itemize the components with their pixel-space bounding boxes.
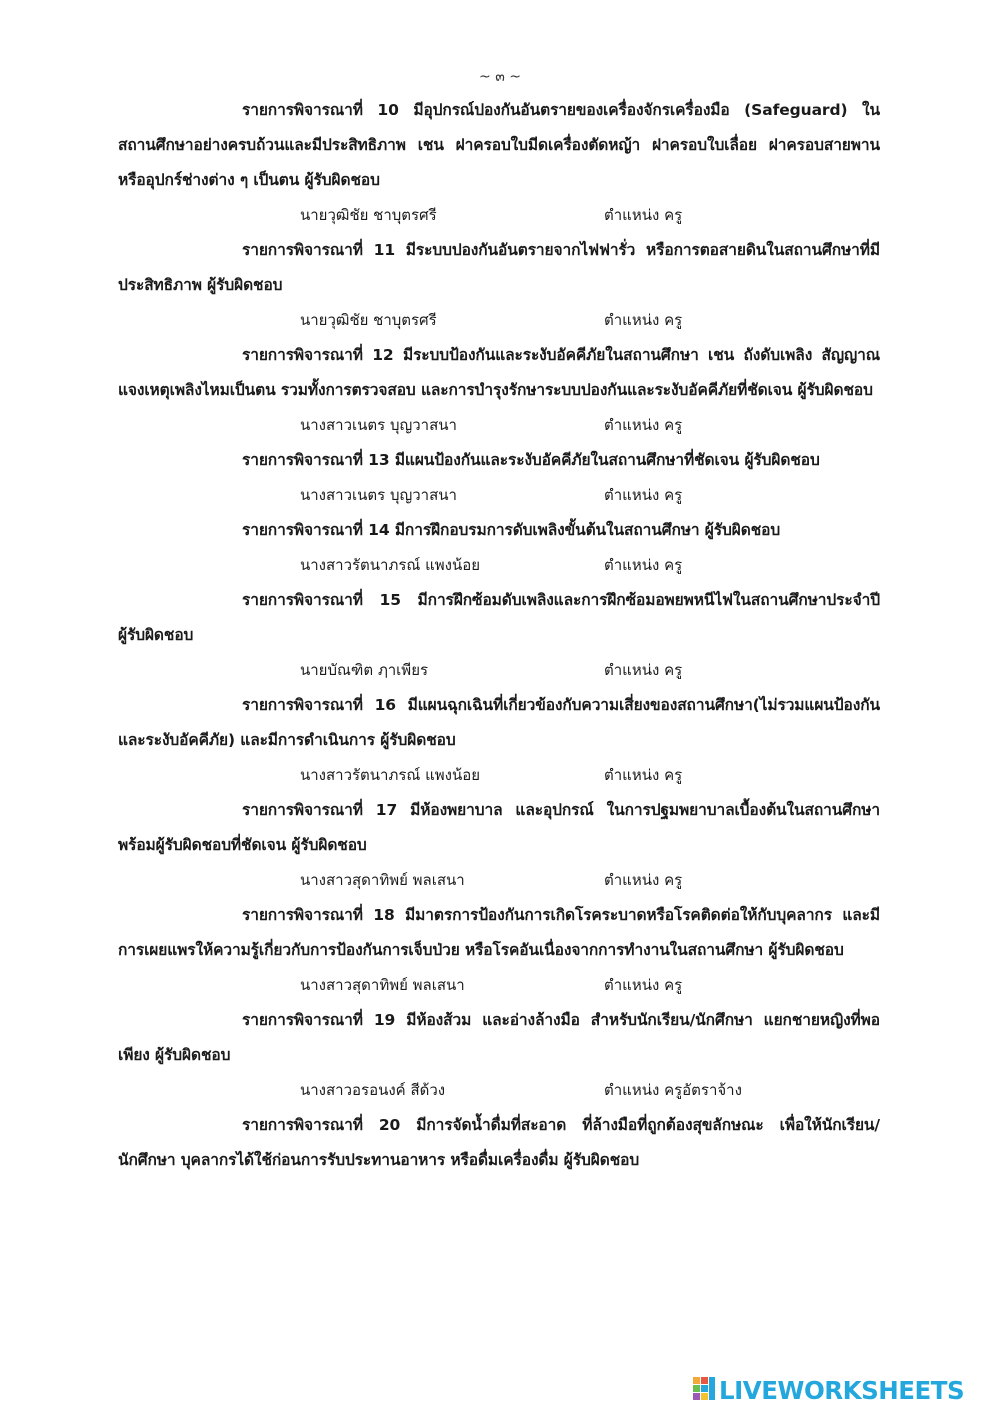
responsible-position: ตำแหน่ง ครู bbox=[604, 311, 683, 329]
responsible-name: นายบัณฑิต ฦาเพียร bbox=[300, 661, 429, 679]
agenda-item-13 bbox=[118, 443, 880, 513]
responsible-person bbox=[118, 653, 880, 688]
responsible-position: ตำแหน่ง ครู bbox=[604, 661, 683, 679]
document-body bbox=[118, 93, 880, 1178]
responsible-name: นางสาวรัตนาภรณ์ แพงน้อย bbox=[300, 556, 481, 574]
responsible-position: ตำแหน่ง ครู bbox=[604, 206, 683, 224]
item-description: รายการพิจารณาที่ 11 มีระบบปองกันอันตรายจากไฟฟารั่ว หรือการตอสายดินในสถานศึกษาที่มีประสิทธิภาพ ผู้รับผิดชอบ bbox=[118, 241, 880, 294]
item-description: รายการพิจารณาที่ 17 มีห้องพยาบาล และอุปกรณ์ ในการปฐมพยาบาลเบื้องต้นในสถานศึกษา พร้อมผู้รับผิดชอบที่ชัดเจน ผู้รับผิดชอบ bbox=[118, 801, 880, 854]
item-description: รายการพิจารณาที่ 16 มีแผนฉุกเฉินที่เกี่ยวข้องกับความเสี่ยงของสถานศึกษา(ไม่รวมแผนป้องกันและระงับอัคคีภัย) และมีการดำเนินการ ผู้รับผิดชอบ bbox=[118, 696, 880, 749]
item-description: รายการพิจารณาที่ 10 มีอุปกรณ์ปองกันอันตรายของเครื่องจักรเครื่องมือ (Safeguard) ในสถานศึกษาอย่างครบถ้วนและมีประสิทธิภาพ เชน ฝาครอบใบมีดเครื่องตัดหญ้า ฝาครอบใบเลื่อย ฝาครอบสายพานหรืออุปกร์ช่างต่าง ๆ เป็นตน ผู้รับผิดชอบ bbox=[118, 101, 880, 189]
agenda-item-19 bbox=[118, 1003, 880, 1108]
responsible-person bbox=[118, 198, 880, 233]
agenda-item-15 bbox=[118, 583, 880, 688]
responsible-position: ตำแหน่ง ครู bbox=[604, 556, 683, 574]
item-description: รายการพิจารณาที่ 15 มีการฝึกซ้อมดับเพลิงและการฝึกซ้อมอพยพหนีไฟในสถานศึกษาประจำปี ผู้รับผิดชอบ bbox=[118, 591, 880, 644]
agenda-item-10 bbox=[118, 93, 880, 233]
item-description: รายการพิจารณาที่ 14 มีการฝึกอบรมการดับเพลิงขั้นต้นในสถานศึกษา ผู้รับผิดชอบ bbox=[242, 521, 781, 539]
responsible-name: นางสาวอรอนงค์ สีด้วง bbox=[300, 1081, 446, 1099]
agenda-item-14 bbox=[118, 513, 880, 583]
agenda-item-20 bbox=[118, 1108, 880, 1178]
watermark-text: LIVEWORKSHEETS bbox=[719, 1375, 965, 1405]
liveworksheets-logo-icon bbox=[692, 1376, 716, 1404]
responsible-position: ตำแหน่ง ครู bbox=[604, 976, 683, 994]
item-description: รายการพิจารณาที่ 12 มีระบบป้องกันและระงับอัคคีภัยในสถานศึกษา เชน ถังดับเพลิง สัญญาณแจงเหตุเพลิงไหมเป็นตน รวมทั้งการตรวจสอบ และการบำรุงรักษาระบบปองกันและระงับอัคคีภัยที่ชัดเจน ผู้รับผิดชอบ bbox=[118, 346, 880, 399]
responsible-name: นางสาวสุดาทิพย์ พลเสนา bbox=[300, 871, 465, 889]
agenda-item-17 bbox=[118, 793, 880, 898]
responsible-person bbox=[118, 863, 880, 898]
responsible-position: ตำแหน่ง ครูอัตราจ้าง bbox=[604, 1081, 742, 1099]
agenda-item-16 bbox=[118, 688, 880, 793]
item-description: รายการพิจารณาที่ 18 มีมาตรการป้องกันการเกิดโรคระบาดหรือโรคติดต่อให้กับบุคลากร และมีการเผยแพรให้ความรู้เกี่ยวกับการป้องกันการเจ็บป่วย หรือโรคอันเนื่องจากการทำงานในสถานศึกษา ผู้รับผิดชอบ bbox=[118, 906, 880, 959]
item-description: รายการพิจารณาที่ 19 มีห้องส้วม และอ่างล้างมือ สำหรับนักเรียน/นักศึกษา แยกชายหญิงที่พอเพียง ผู้รับผิดชอบ bbox=[118, 1011, 880, 1064]
responsible-person bbox=[118, 968, 880, 1003]
responsible-name: นายวุฒิชัย ชาบุตรศรี bbox=[300, 206, 437, 224]
responsible-person bbox=[118, 478, 880, 513]
responsible-name: นางสาวเนตร บุญวาสนา bbox=[300, 486, 457, 504]
agenda-item-11 bbox=[118, 233, 880, 338]
agenda-item-12 bbox=[118, 338, 880, 443]
responsible-position: ตำแหน่ง ครู bbox=[604, 416, 683, 434]
responsible-position: ตำแหน่ง ครู bbox=[604, 871, 683, 889]
responsible-person bbox=[118, 548, 880, 583]
item-description: รายการพิจารณาที่ 20 มีการจัดน้ำดื่มที่สะอาด ที่ล้างมือที่ถูกต้องสุขลักษณะ เพื่อให้นักเรียน/นักศึกษา บุคลากรได้ใช้ก่อนการรับประทานอาหาร หรือดื่มเครื่องดื่ม ผู้รับผิดชอบ bbox=[118, 1116, 880, 1169]
responsible-name: นางสาวเนตร บุญวาสนา bbox=[300, 416, 457, 434]
responsible-name: นางสาวรัตนาภรณ์ แพงน้อย bbox=[300, 766, 481, 784]
page-number: ~ ๓ ~ bbox=[479, 69, 521, 85]
liveworksheets-watermark bbox=[692, 1372, 992, 1408]
responsible-person bbox=[118, 758, 880, 793]
responsible-name: นางสาวสุดาทิพย์ พลเสนา bbox=[300, 976, 465, 994]
responsible-person bbox=[118, 408, 880, 443]
responsible-position: ตำแหน่ง ครู bbox=[604, 486, 683, 504]
responsible-person bbox=[118, 1073, 880, 1108]
agenda-item-18 bbox=[118, 898, 880, 1003]
item-description: รายการพิจารณาที่ 13 มีแผนป้องกันและระงับอัคคีภัยในสถานศึกษาที่ชัดเจน ผู้รับผิดชอบ bbox=[242, 451, 820, 469]
responsible-position: ตำแหน่ง ครู bbox=[604, 766, 683, 784]
responsible-name: นายวุฒิชัย ชาบุตรศรี bbox=[300, 311, 437, 329]
responsible-person bbox=[118, 303, 880, 338]
